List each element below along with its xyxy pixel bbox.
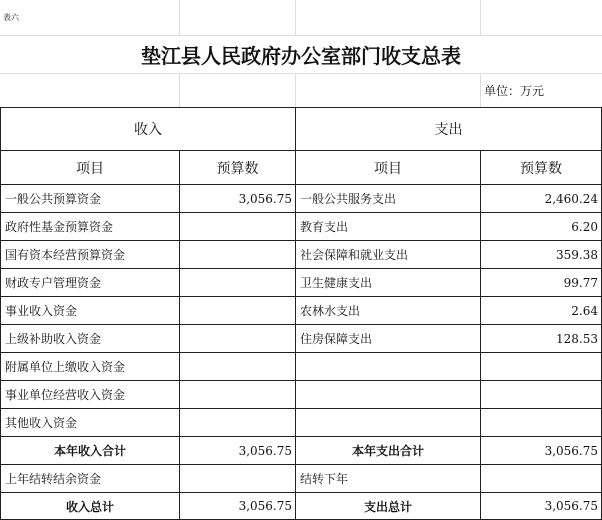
expense-subtotal-label: 本年支出合计 — [351, 444, 424, 458]
income-subtotal-value: 3,056.75 — [238, 443, 292, 458]
expense-value: 6.20 — [571, 219, 598, 234]
expense-item — [296, 353, 480, 380]
expense-subtotal-value: 3,056.75 — [544, 443, 598, 458]
expense-item: 农林水支出 — [300, 304, 361, 318]
expense-header: 支出 — [434, 122, 463, 138]
grid-v-2 — [295, 0, 296, 35]
page-title: 垫江县人民政府办公室部门收支总表 — [141, 44, 461, 68]
expense-item — [296, 409, 480, 436]
income-value — [180, 241, 295, 268]
grid-v-4 — [179, 73, 180, 107]
grid-v-3 — [480, 0, 481, 35]
table-label: 表六 — [3, 13, 19, 22]
income-item: 国有资本经营预算资金 — [5, 248, 126, 262]
income-item: 一般公共预算资金 — [5, 192, 102, 206]
expense-item: 教育支出 — [300, 220, 349, 234]
expense-value: 99.77 — [563, 275, 598, 290]
expense-value: 128.53 — [556, 331, 598, 346]
income-value — [180, 325, 295, 352]
expense-value: 2.64 — [571, 303, 598, 318]
income-header: 收入 — [134, 122, 162, 138]
carryover-expense-value — [481, 465, 601, 492]
expense-value: 2,460.24 — [544, 191, 598, 206]
income-value — [180, 353, 295, 380]
unit-label: 单位：万元 — [484, 84, 545, 98]
grid-v-1 — [179, 0, 180, 35]
income-total-value: 3,056.75 — [238, 499, 292, 513]
expense-total-value: 3,056.75 — [544, 499, 598, 513]
income-item: 附属单位上缴收入资金 — [5, 360, 126, 374]
income-value — [180, 409, 295, 436]
grid-v-5 — [295, 73, 296, 107]
income-col-budget: 预算数 — [216, 160, 259, 177]
expense-item: 卫生健康支出 — [300, 276, 373, 290]
carryover-income-label: 上年结转结余资金 — [5, 472, 102, 486]
income-value — [180, 381, 295, 408]
expense-item: 住房保障支出 — [300, 332, 373, 346]
carryover-expense-label: 结转下年 — [300, 472, 349, 486]
expense-value — [481, 353, 601, 380]
expense-value — [481, 381, 601, 408]
expense-value — [481, 409, 601, 436]
income-value — [180, 269, 295, 296]
income-value — [180, 297, 295, 324]
income-value: 3,056.75 — [238, 191, 292, 206]
income-item: 其他收入资金 — [5, 416, 78, 430]
income-subtotal-label: 本年收入合计 — [53, 444, 126, 458]
expense-total-label: 支出总计 — [363, 499, 412, 514]
income-total-label: 收入总计 — [65, 499, 114, 514]
income-item: 事业单位经营收入资金 — [5, 388, 126, 402]
income-value — [180, 213, 295, 240]
expense-item: 社会保障和就业支出 — [300, 248, 409, 262]
expense-item: 一般公共服务支出 — [300, 192, 397, 206]
expense-col-item: 项目 — [374, 160, 402, 177]
income-col-item: 项目 — [76, 160, 104, 177]
income-item: 上级补助收入资金 — [5, 332, 102, 346]
carryover-income-value — [180, 465, 295, 492]
expense-value: 359.38 — [556, 247, 598, 262]
expense-item — [296, 381, 480, 408]
income-item: 政府性基金预算资金 — [5, 220, 114, 234]
expense-col-budget: 预算数 — [520, 160, 562, 177]
income-item: 财政专户管理资金 — [5, 276, 102, 290]
income-item: 事业收入资金 — [5, 304, 78, 318]
